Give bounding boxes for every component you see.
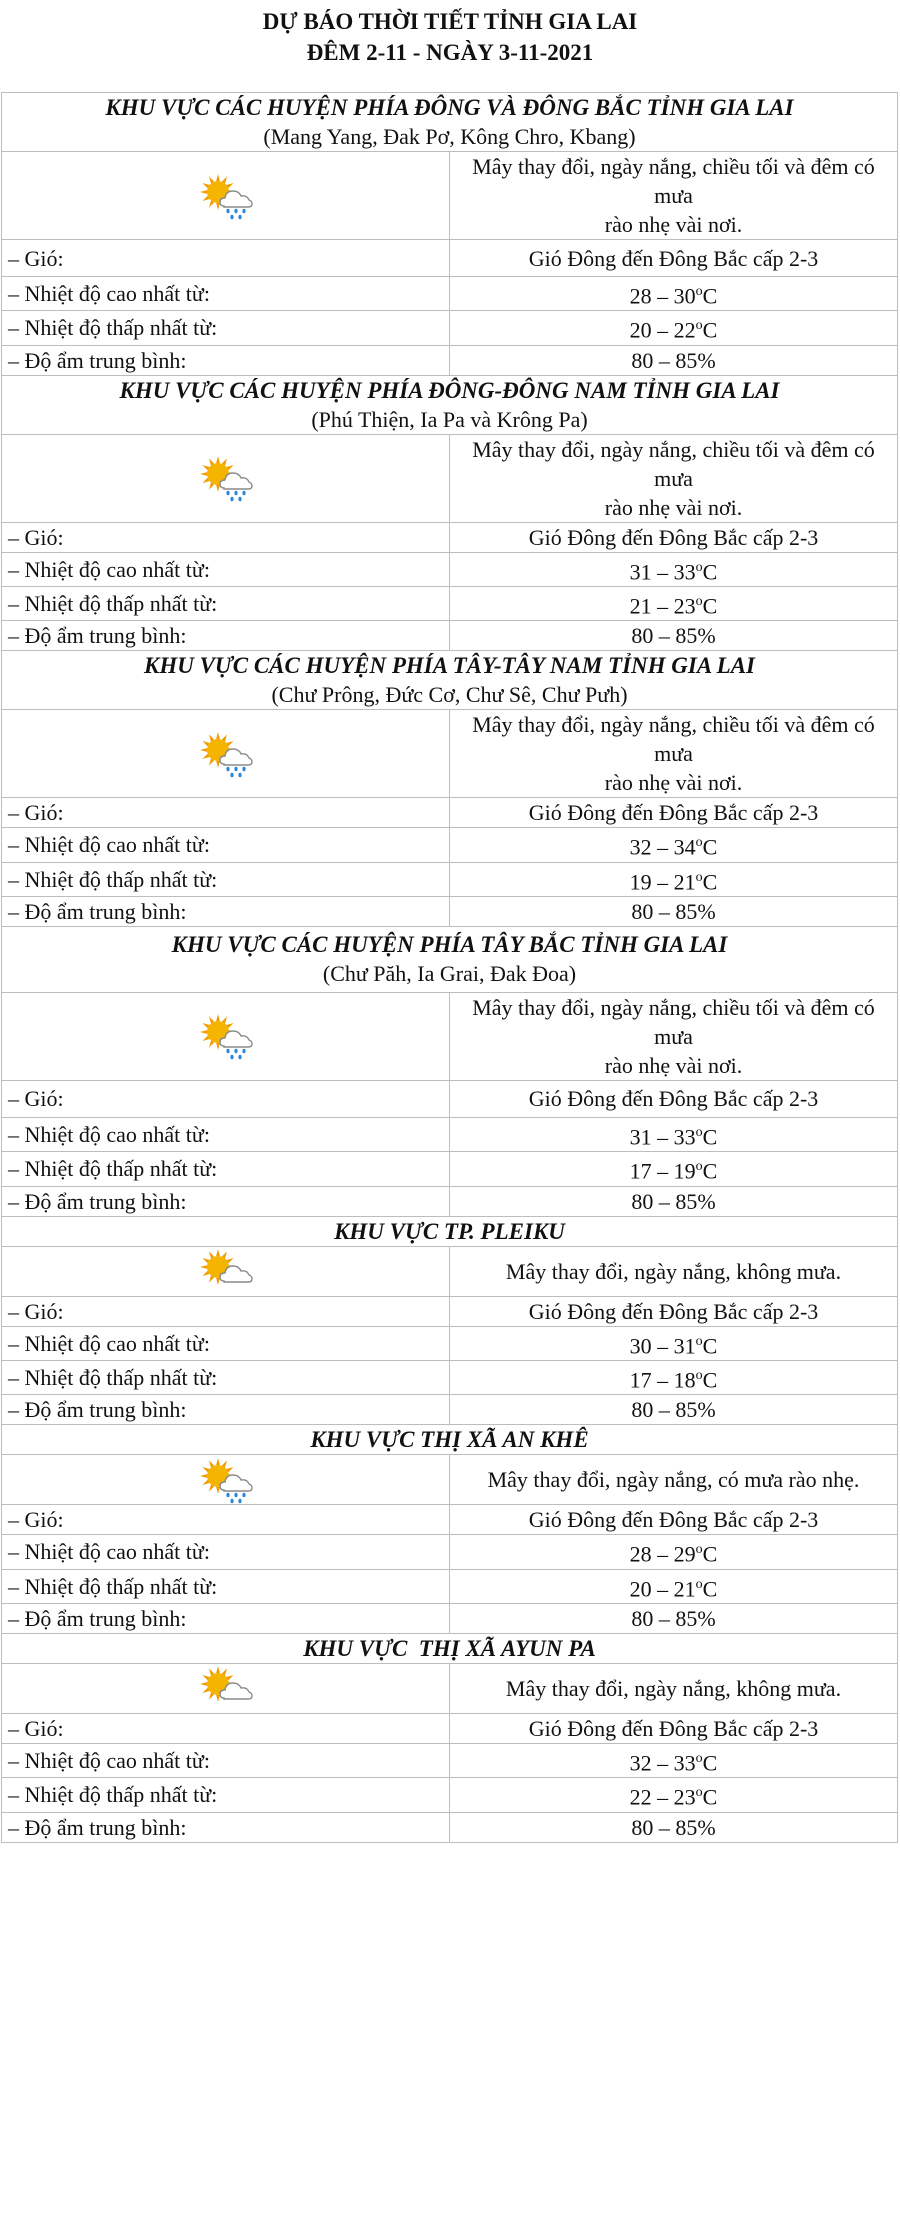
weather-description [450,710,898,798]
wind-label [2,240,450,277]
row-label-text: – Gió: [8,1086,64,1112]
region-header [2,93,898,152]
sun-cloud-rain-icon [194,172,258,220]
humidity-label [2,1186,450,1216]
region-name: KHU VỰC CÁC HUYỆN PHÍA ĐÔNG-ĐÔNG NAM TỈNH GIA LAI [119,377,780,403]
wind-row [2,1713,898,1743]
wind-value [450,1080,898,1117]
humidity-label [2,1603,450,1633]
temp-min-label [2,311,450,345]
humidity-value [450,1395,898,1425]
row-label-text: – Nhiệt độ cao nhất từ: [8,556,210,582]
row-value-text: 80 – 85% [631,1814,716,1840]
celsius-unit: C [702,1575,718,1601]
humidity-value [450,1812,898,1842]
row-label-text: – Nhiệt độ cao nhất từ: [8,1748,210,1774]
temp-max-value [450,552,898,586]
weather-summary-row [2,710,898,798]
humidity-label [2,1395,450,1425]
celsius-unit: C [702,593,718,619]
temp-min-value [450,586,898,620]
wind-value [450,1505,898,1535]
row-value-text: Gió Đông đến Đông Bắc cấp 2-3 [528,1507,819,1533]
title-line-1: DỰ BÁO THỜI TIẾT TỈNH GIA LAI [262,9,638,34]
weather-icon-cell [2,710,450,798]
row-value-text: 21 – 23 [629,593,696,619]
region-header-cell [2,375,898,434]
temp-max-row [2,828,898,862]
row-value-text: Gió Đông đến Đông Bắc cấp 2-3 [528,524,819,550]
wind-value [450,240,898,277]
row-label-text: – Nhiệt độ thấp nhất từ: [8,1573,218,1599]
temp-max-label [2,1535,450,1569]
row-value-text: 22 – 23 [629,1784,696,1810]
temp-max-row [2,1117,898,1151]
row-label-text: – Độ ẩm trung bình: [8,898,187,924]
degree-sign: o [695,1750,703,1766]
weather-icon-cell [2,992,450,1080]
temp-max-row [2,1535,898,1569]
temp-min-row [2,1569,898,1603]
region-header-cell [2,1216,898,1246]
celsius-unit: C [702,1367,718,1393]
row-value-text: 32 – 33 [629,1750,696,1776]
wind-row [2,1505,898,1535]
description-line-2: rào nhẹ vài nơi. [604,494,743,520]
row-label-text: – Nhiệt độ thấp nhất từ: [8,1156,218,1182]
celsius-unit: C [702,283,718,309]
row-value-text: Gió Đông đến Đông Bắc cấp 2-3 [528,245,819,271]
temp-min-row [2,1360,898,1394]
celsius-unit: C [702,317,718,343]
temp-min-label [2,1360,450,1394]
weather-description [450,434,898,522]
temp-min-row [2,311,898,345]
weather-summary-row [2,1663,898,1713]
row-label-text: – Nhiệt độ thấp nhất từ: [8,591,218,617]
sun-cloud-rain-icon [194,454,258,502]
description-line-2: rào nhẹ vài nơi. [604,1052,743,1078]
humidity-value [450,896,898,926]
row-value-text: Gió Đông đến Đông Bắc cấp 2-3 [528,1298,819,1324]
weather-icon-cell [2,1455,450,1505]
celsius-unit: C [702,1124,718,1150]
weather-icon-cell [2,434,450,522]
wind-value [450,522,898,552]
region-header [2,926,898,992]
degree-sign: o [695,835,703,851]
wind-value [450,798,898,828]
region-header-cell [2,1425,898,1455]
humidity-row [2,1186,898,1216]
celsius-unit: C [702,1541,718,1567]
sun-cloud-icon [194,1247,258,1295]
row-value-text: 80 – 85% [631,1397,716,1423]
row-label-text: – Độ ẩm trung bình: [8,1605,187,1631]
row-value-text: Gió Đông đến Đông Bắc cấp 2-3 [528,800,819,826]
region-header [2,375,898,434]
row-label-text: – Gió: [8,1715,64,1741]
region-name: KHU VỰC THỊ XÃ AN KHÊ [310,1427,589,1453]
description-line-1: Mây thay đổi, ngày nắng, có mưa rào nhẹ. [487,1467,860,1493]
row-label-text: – Nhiệt độ thấp nhất từ: [8,315,218,341]
region-subtitle: (Phú Thiện, Ia Pa và Krông Pa) [311,406,588,432]
temp-min-row [2,862,898,896]
region-header-cell [2,1633,898,1663]
row-value-text: Gió Đông đến Đông Bắc cấp 2-3 [528,1715,819,1741]
weather-icon-cell [2,1663,450,1713]
wind-row [2,240,898,277]
row-value-text: Gió Đông đến Đông Bắc cấp 2-3 [528,1086,819,1112]
description-line-1: Mây thay đổi, ngày nắng, không mưa. [505,1675,842,1701]
region-subtitle: (Chư Păh, Ia Grai, Đak Đoa) [322,961,577,987]
temp-max-value [450,1535,898,1569]
temp-min-label [2,862,450,896]
row-value-text: 28 – 30 [629,283,696,309]
temp-max-row [2,1326,898,1360]
celsius-unit: C [702,1332,718,1358]
sun-cloud-rain-icon [194,1456,258,1504]
region-header [2,1216,898,1246]
region-header [2,1425,898,1455]
wind-row [2,798,898,828]
description-line-1: Mây thay đổi, ngày nắng, không mưa. [505,1258,842,1284]
humidity-value [450,1603,898,1633]
wind-row [2,522,898,552]
celsius-unit: C [702,1784,718,1810]
region-subtitle: (Mang Yang, Đak Pơ, Kông Chro, Kbang) [263,124,636,149]
weather-description [450,152,898,240]
temp-max-value [450,1743,898,1777]
temp-min-label [2,1569,450,1603]
row-value-text: 80 – 85% [631,898,716,924]
temp-max-value [450,1326,898,1360]
row-label-text: – Độ ẩm trung bình: [8,1188,187,1214]
weather-summary-row [2,152,898,240]
wind-label [2,1713,450,1743]
degree-sign: o [695,1333,703,1349]
wind-value [450,1713,898,1743]
row-value-text: 31 – 33 [629,558,696,584]
degree-sign: o [695,1367,703,1383]
humidity-row [2,621,898,651]
temp-max-label [2,1743,450,1777]
temp-min-label [2,586,450,620]
temp-max-value [450,828,898,862]
row-value-text: 80 – 85% [631,1605,716,1631]
celsius-unit: C [702,834,718,860]
row-label-text: – Nhiệt độ cao nhất từ: [8,281,210,307]
temp-min-value [450,1360,898,1394]
temp-max-label [2,277,450,311]
degree-sign: o [695,1785,703,1801]
row-label-text: – Gió: [8,1298,64,1324]
row-value-text: 80 – 85% [631,347,716,373]
row-label-text: – Độ ẩm trung bình: [8,1814,187,1840]
description-line-1: Mây thay đổi, ngày nắng, chiều tối và đêm có mưa [472,712,875,767]
row-value-text: 17 – 19 [629,1158,696,1184]
row-label-text: – Gió: [8,1507,64,1533]
temp-min-value [450,311,898,345]
humidity-value [450,621,898,651]
row-label-text: – Nhiệt độ cao nhất từ: [8,832,210,858]
wind-value [450,1296,898,1326]
region-name: KHU VỰC CÁC HUYỆN PHÍA ĐÔNG VÀ ĐÔNG BẮC TỈNH GIA LAI [105,95,794,120]
weather-summary-row [2,1455,898,1505]
row-label-text: – Nhiệt độ cao nhất từ: [8,1330,210,1356]
wind-label [2,1505,450,1535]
temp-min-row [2,1778,898,1812]
description-line-2: rào nhẹ vài nơi. [604,770,743,796]
row-label-text: – Gió: [8,245,64,271]
wind-row [2,1080,898,1117]
temp-min-value [450,1569,898,1603]
region-name: KHU VỰC CÁC HUYỆN PHÍA TÂY BẮC TỈNH GIA LAI [171,932,728,958]
sun-cloud-icon [194,1664,258,1712]
row-label-text: – Độ ẩm trung bình: [8,623,187,649]
celsius-unit: C [702,868,718,894]
weather-summary-row [2,992,898,1080]
row-label-text: – Gió: [8,524,64,550]
temp-max-row [2,277,898,311]
row-label-text: – Độ ẩm trung bình: [8,347,187,373]
temp-min-row [2,586,898,620]
degree-sign: o [695,1576,703,1592]
temp-max-label [2,1326,450,1360]
description-line-1: Mây thay đổi, ngày nắng, chiều tối và đêm có mưa [472,994,875,1049]
row-value-text: 31 – 33 [629,1124,696,1150]
celsius-unit: C [702,1750,718,1776]
title-line-2: ĐÊM 2-11 - NGÀY 3-11-2021 [306,40,594,65]
row-label-text: – Độ ẩm trung bình: [8,1397,187,1423]
temp-min-label [2,1778,450,1812]
temp-min-value [450,862,898,896]
degree-sign: o [695,559,703,575]
humidity-value [450,1186,898,1216]
sun-cloud-rain-icon [194,730,258,778]
humidity-label [2,621,450,651]
humidity-row [2,1603,898,1633]
wind-row [2,1296,898,1326]
region-header [2,651,898,710]
row-value-text: 20 – 21 [629,1575,696,1601]
weather-description [450,1246,898,1296]
document-title [0,6,900,68]
row-label-text: – Nhiệt độ thấp nhất từ: [8,1365,218,1391]
temp-max-row [2,1743,898,1777]
description-line-2: rào nhẹ vài nơi. [604,212,743,237]
degree-sign: o [695,1159,703,1175]
weather-icon-cell [2,152,450,240]
humidity-row [2,345,898,375]
temp-min-label [2,1152,450,1186]
humidity-row [2,1395,898,1425]
region-subtitle: (Chư Prông, Đức Cơ, Chư Sê, Chư Pưh) [271,682,628,708]
humidity-label [2,1812,450,1842]
humidity-value [450,345,898,375]
celsius-unit: C [702,1158,718,1184]
degree-sign: o [695,593,703,609]
region-name: KHU VỰC THỊ XÃ AYUN PA [303,1635,596,1661]
temp-max-value [450,1117,898,1151]
wind-label [2,798,450,828]
humidity-row [2,1812,898,1842]
temp-max-value [450,277,898,311]
degree-sign: o [695,1124,703,1140]
row-value-text: 32 – 34 [629,834,696,860]
temp-min-row [2,1152,898,1186]
humidity-row [2,896,898,926]
weather-icon-cell [2,1246,450,1296]
temp-max-row [2,552,898,586]
weather-summary-row [2,1246,898,1296]
weather-description [450,992,898,1080]
degree-sign: o [695,284,703,299]
row-label-text: – Gió: [8,800,64,826]
weather-description [450,1663,898,1713]
temp-min-value [450,1778,898,1812]
temp-max-label [2,828,450,862]
region-header [2,1633,898,1663]
row-value-text: 28 – 29 [629,1541,696,1567]
row-label-text: – Nhiệt độ thấp nhất từ: [8,1782,218,1808]
row-label-text: – Nhiệt độ cao nhất từ: [8,1122,210,1148]
wind-label [2,522,450,552]
wind-label [2,1080,450,1117]
description-line-1: Mây thay đổi, ngày nắng, chiều tối và đêm có mưa [472,154,875,208]
description-line-1: Mây thay đổi, ngày nắng, chiều tối và đêm có mưa [472,436,875,491]
row-value-text: 20 – 22 [629,317,696,343]
wind-label [2,1296,450,1326]
degree-sign: o [695,318,703,334]
region-name: KHU VỰC TP. PLEIKU [334,1218,565,1244]
region-header-cell [2,93,898,152]
region-header-cell [2,651,898,710]
forecast-table [1,92,898,1843]
row-value-text: 80 – 85% [631,623,716,649]
weather-summary-row [2,434,898,522]
degree-sign: o [695,869,703,885]
row-label-text: – Nhiệt độ thấp nhất từ: [8,866,218,892]
region-name: KHU VỰC CÁC HUYỆN PHÍA TÂY-TÂY NAM TỈNH GIA LAI [143,653,756,679]
row-value-text: 80 – 85% [631,1188,716,1214]
humidity-label [2,896,450,926]
sun-cloud-rain-icon [194,1012,258,1060]
region-header-cell [2,926,898,992]
row-value-text: 30 – 31 [629,1332,696,1358]
temp-max-label [2,552,450,586]
row-label-text: – Nhiệt độ cao nhất từ: [8,1539,210,1565]
row-value-text: 17 – 18 [629,1367,696,1393]
row-value-text: 19 – 21 [629,868,696,894]
temp-max-label [2,1117,450,1151]
weather-description [450,1455,898,1505]
celsius-unit: C [702,558,718,584]
degree-sign: o [695,1542,703,1558]
temp-min-value [450,1152,898,1186]
humidity-label [2,345,450,375]
